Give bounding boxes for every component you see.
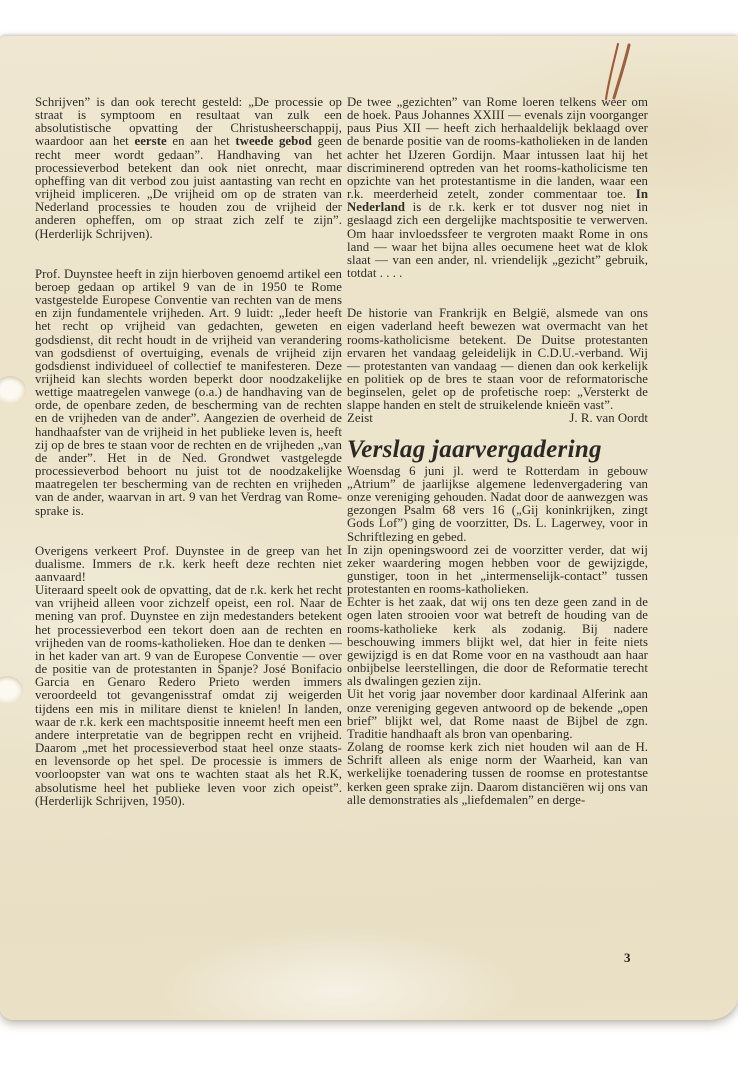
text-run: is de r.k. kerk er tot dusver nog niet in geslaagd zich een dergelijke machtspositie te verwerven. Om haar invloedssfeer te vergroten maakt Rome in ons land — waar het bijna alles oecumene heet wat de klok slaat — van een ander, nl. vriendelijk „gezicht” gebruik, totdat . . . . — [347, 200, 648, 281]
text-run: Prof. Duynstee heeft in zijn hierboven genoemd artikel een beroep gedaan op artikel 9 van de in 1950 te Rome vastgestelde Europese Conventie van rechten van de mens en zijn fundamentele vrijheden. Art. 9 luidt: „Ieder heeft het recht op vrijheid van gedachten, geweten en godsdienst, dit recht houdt in de vrijheid van verandering van godsdienst of overtuiging, evenals de vrijheid zijn godsdienst individueel of collectief te manifesteren. Deze vrijheid kan slechts worden beperkt door noodzakelijke wettige maatregelen vanwege (o.a.) de handhaving van de orde, de openbare zeden, de bescherming van de rechten en de vrijheden van de ander”. Aangezien de overheid de handhaafster van de vrijheid in het publieke leven is, heeft zij op de bres te staan voor de rechten en de vrijheden „van de ander”. Het in de Ned. Grondwet vastgelegde processieverbod behoort nu juist tot de noodzakelijke maatregelen ter bescherming van de rechten en vrijheden van de ander, waarvan in art. 9 van het Verdrag van Rome-sprake is. — [35, 266, 342, 518]
page-number: 3 — [624, 950, 631, 965]
paragraph — [347, 688, 648, 741]
text-run: Schrijven” is dan ook terecht gesteld: „De processie op straat is symptoom en resultaat van zulk een absolutistische opvatting der Christusheerschappij, waardoor aan het — [35, 95, 342, 149]
text-run: De historie van Frankrijk en België, alsmede van ons eigen vaderland heeft bewezen wat overmacht van het rooms-katholicisme betekent. De Duitse protestanten ervaren het vandaag geleidelijk in C.D.U.-verband. Wij — protestanten van vandaag — dienen dan ook kerkelijk en politiek op de bres te staan voor de reformatorische beginselen, gelet op de profetische roep: „Versterkt de slappe handen en stelt de struikelende knieën vast”. — [347, 306, 648, 413]
text-run: In zijn openingswoord zei de voorzitter verder, dat wij zeker waardering mogen hebben voor de gewijzigde, gunstiger, toon in het „intermenselijk-contact” tussen protestanten en rooms-katholieken. — [347, 542, 648, 597]
punch-hole — [0, 676, 23, 704]
text-column-left — [35, 96, 342, 808]
paragraph — [347, 307, 648, 412]
paragraph — [347, 465, 648, 544]
text-run: Zolang de roomse kerk zich niet houden wil aan de H. Schrift alleen als enige norm der Waarheid, kan van werkelijke toenadering tussen de roomse en protestantse kerken geen sprake zijn. Daarom distanciëren wij ons van alle demonstraties als „liefdemalen” en derge- — [347, 740, 648, 807]
text-run: Woensdag 6 juni jl. werd te Rotterdam in gebouw „Atrium” de jaarlijkse algemene ledenvergadering van onze vereniging gehouden. Nadat door de aanwezgen was gezongen Psalm 68 vers 16 („Gij koninkrijken, zingt Gods Lof”) ging de voorzitter, Ds. L. Lagerwey, voor in Schriftlezing en gebed. — [347, 463, 648, 544]
text-run: Uiteraard speelt ook de opvatting, dat de r.k. kerk het recht van vrijheid alleen voor zichzelf opeist, een rol. Naar de mening van prof. Duynstee en zijn medestanders betekent het processieverbod een tekort doen aan de rechten en vrijheden van de rooms-katholieken. Hoe dan te denken — in het kader van art. 9 van de Europese Conventie — over de positie van de protestanten in Spanje? José Bonifacio Garcia en Genaro Redero Prieto werden immers veroordeeld tot gevangenisstraf omdat zij weigerden tijdens een mis in militare dienst te knielen! In landen, waar de r.k. kerk een machtspositie inneemt heeft men een andere interpretatie van de begrippen recht en vrijheid. Daarom „met het processieverbod staat heel onze staats- en levensorde op het spel. De processie is immers de voorloopster van wat ons te wachten staat als het R.K, absolutisme heel het publieke leven voor zich opeist”. (Herderlijk Schrijven, 1950). — [35, 583, 342, 808]
paragraph — [347, 741, 648, 807]
section-heading: Verslag jaarvergadering — [347, 435, 602, 463]
text-run: Echter is het zaak, dat wij ons ten deze geen zand in de ogen laten strooien voor wat betreft de houding van de rooms-katholieke kerk als zodanig. Bij nadere beschouwing immers blijkt wel, dat hier in feite niets gewijzigd is en dat Rome voor en na vasthoudt aan haar onbijbelse leerstellingen, die door de Reformatie terecht als dwalingen gezien zijn. — [347, 595, 648, 689]
bold-text-run: eerste — [134, 134, 167, 149]
text-run: Uit het vorig jaar november door kardinaal Alferink aan onze vereniging gegeven antwoord op de bekende „open brief” blijkt wel, dat Rome naast de Bijbel de zgn. Traditie handhaaft als bron van openbaring. — [347, 687, 648, 741]
paragraph — [347, 96, 648, 280]
text-run: en aan het — [166, 134, 236, 149]
paragraph — [35, 96, 342, 241]
bold-text-run: tweede gebod — [235, 134, 312, 149]
text-column-right — [347, 96, 648, 807]
text-run: De twee „gezichten” van Rome loeren telkens weer om de hoek. Paus Johannes XXIII — evenals zijn voorganger paus Pius XII — heeft zich herhaaldelijk beklaagd over de benarde positie van de rooms-katholieken in de landen achter het IJzeren Gordijn. Maar intussen laat hij het discriminerend optreden van het rooms-katholicisme ten opzichte van het protestantisme in die landen, waar een r.k. meerderheid zetelt, zonder commentaar toe. — [347, 95, 648, 202]
magazine-page — [0, 36, 738, 1020]
bold-text-run: In Nederland — [347, 187, 648, 215]
pen-mark-icon — [598, 42, 632, 102]
byline-place: Zeist — [347, 411, 373, 426]
paragraph — [347, 596, 648, 688]
paragraph — [35, 268, 342, 518]
paragraph — [35, 584, 342, 808]
text-run: Overigens verkeert Prof. Duynstee in de greep van het dualisme. Immers de r.k. kerk heeft deze rechten niet aanvaard! — [35, 543, 342, 584]
byline-author: J. R. van Oordt — [569, 411, 648, 426]
paragraph — [347, 544, 648, 597]
byline — [347, 412, 648, 425]
punch-hole — [0, 376, 26, 404]
paragraph — [35, 545, 342, 584]
text-run: geen recht meer wordt gedaan”. Handhaving van het processieverbod betekent dan ook niet onrecht, maar opheffing van dit verbod zou juist aantasting van recht en vrijheid impliceren. „De vrijheid om op de straten van Nederland processies te houden zou de vrijheid der anderen opheffen, om op straat zich zelf te zijn”. (Herderlijk Schrijven). — [35, 134, 342, 241]
